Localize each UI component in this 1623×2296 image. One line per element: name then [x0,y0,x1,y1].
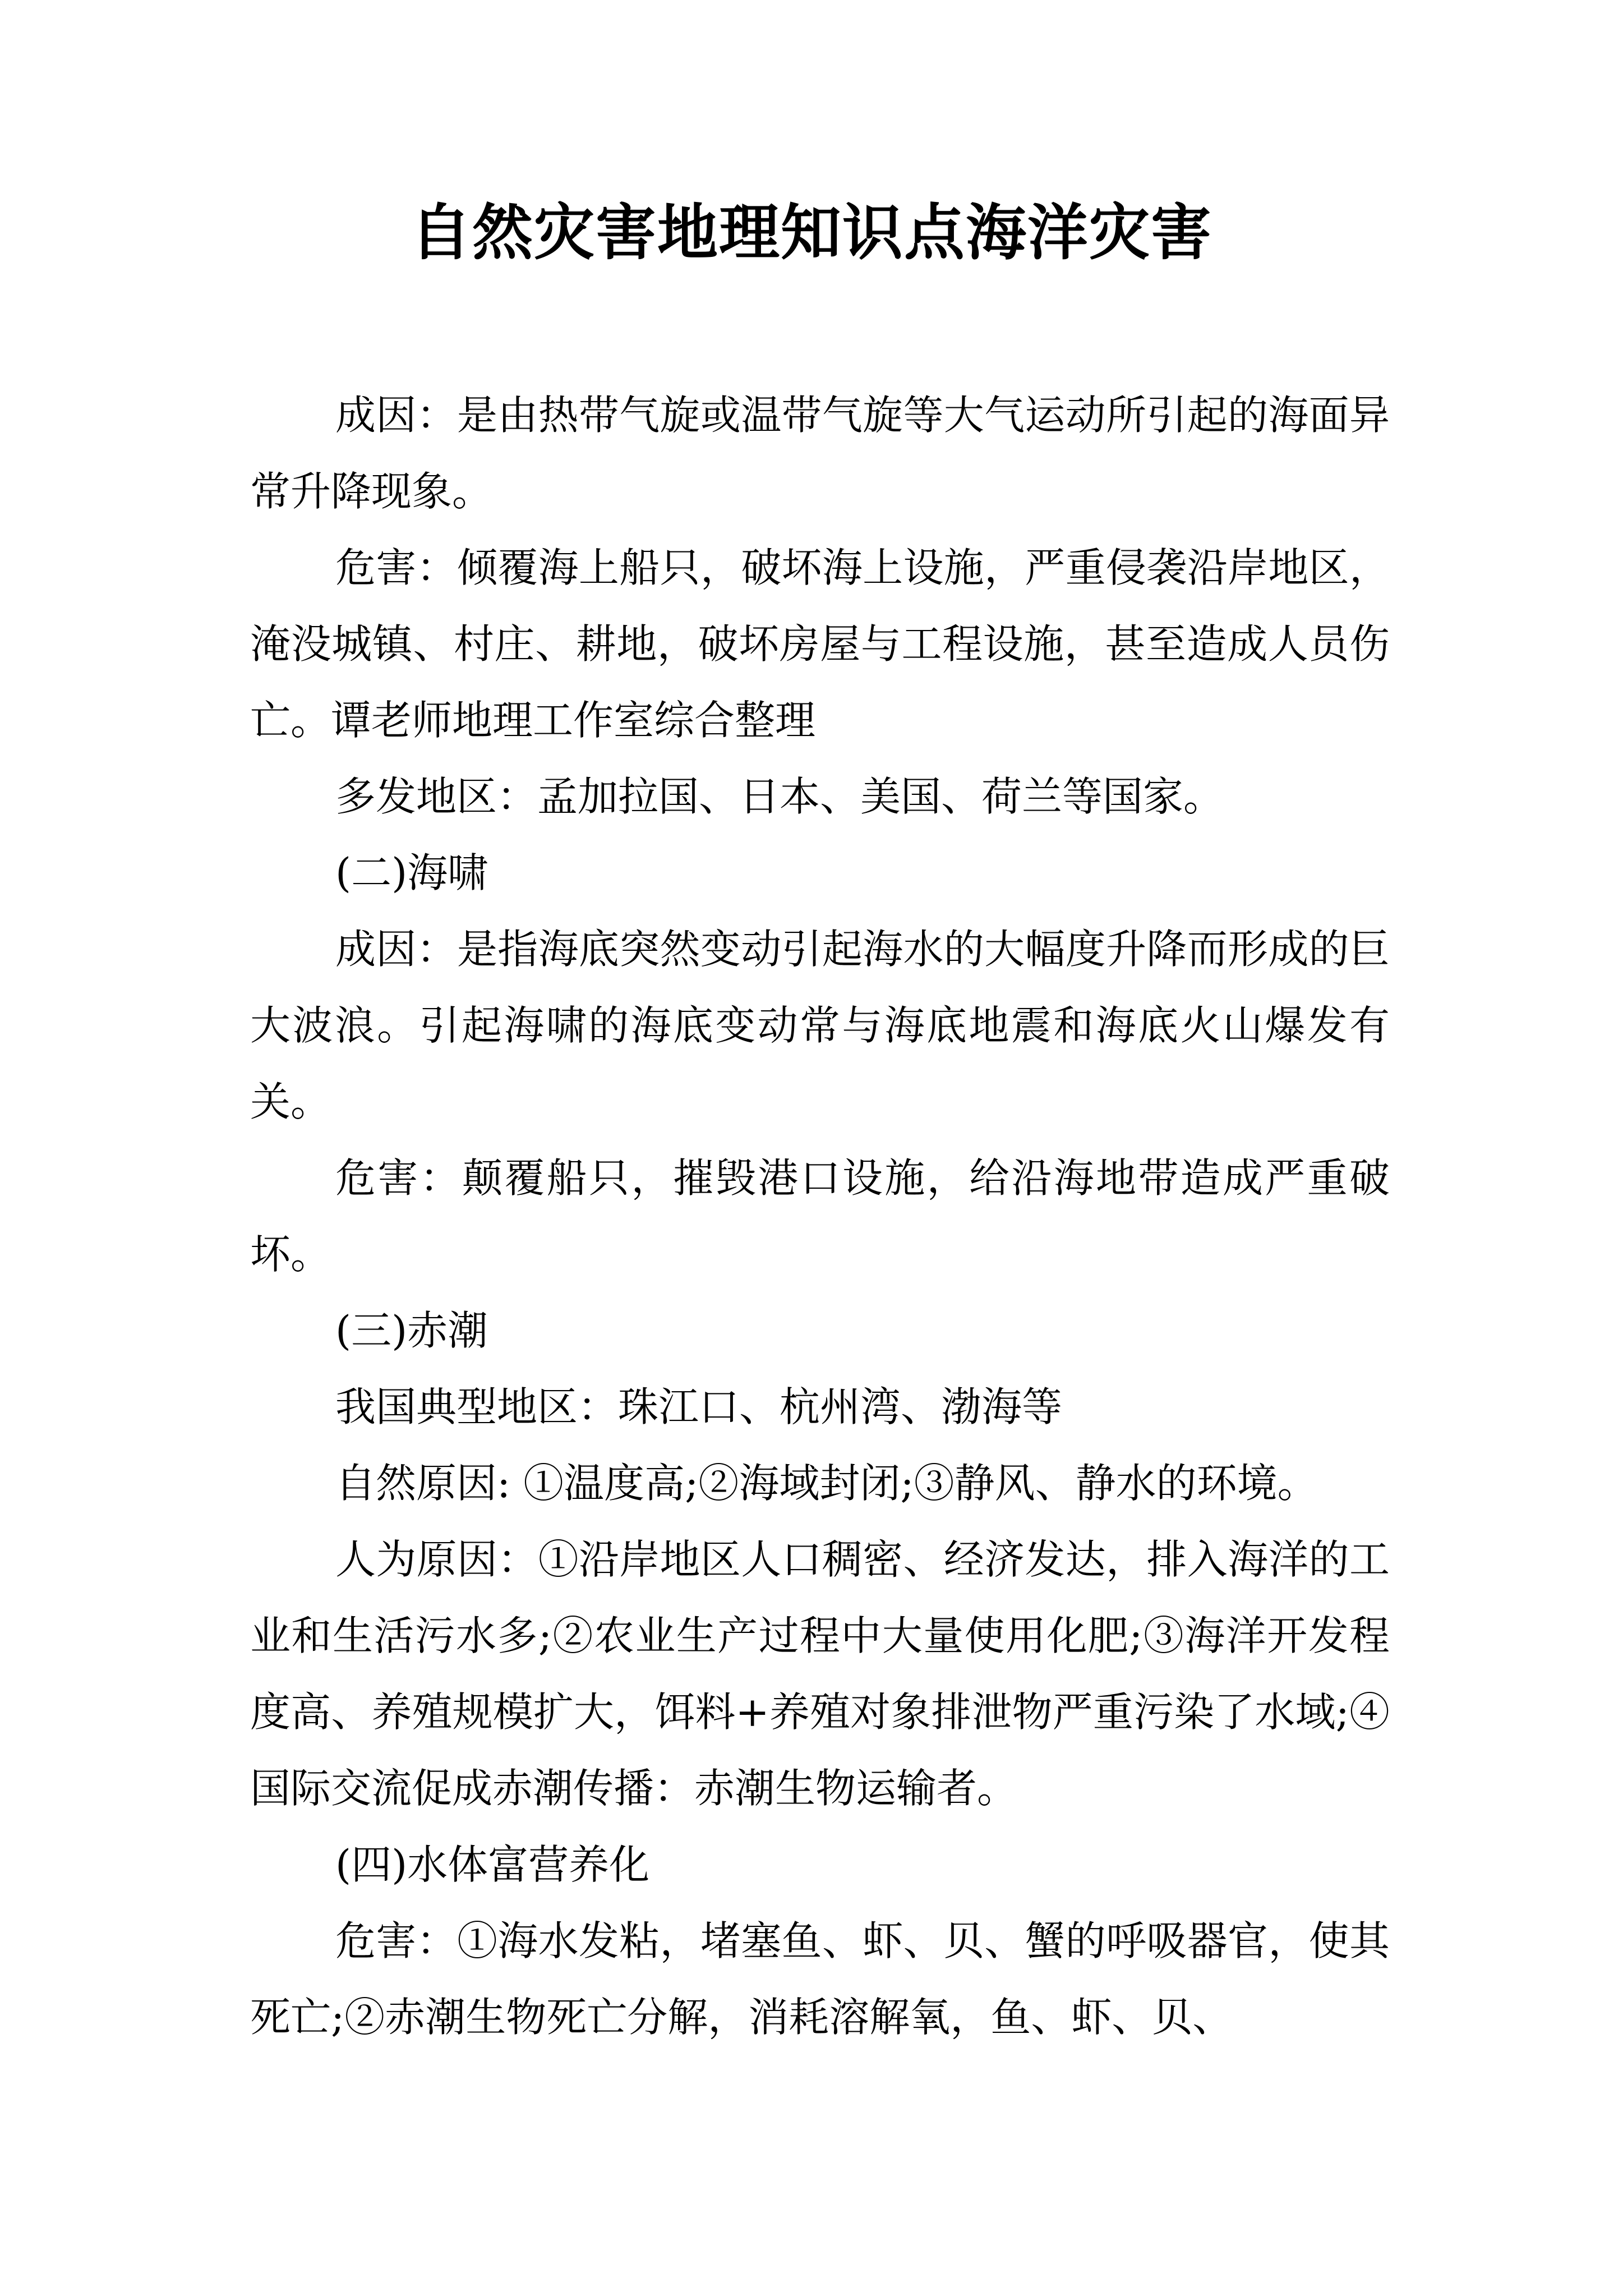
paragraph-red-tide-natural-causes: 自然原因: ①温度高;②海域封闭;③静风、静水的环境。 [335,1460,1318,1507]
paragraph-tsunami-harm: 危害：颠覆船只，摧毁港口设施，给沿海地带造成严重破坏。 [250,1154,1390,1278]
paragraph-storm-surge-cause: 成因：是由热带气旋或温带气旋等大气运动所引起的海面异常升降现象。 [250,392,1390,515]
paragraph-red-tide-regions: 我国典型地区：珠江口、杭州湾、渤海等 [335,1383,1063,1430]
section-heading-red-tide: (三)赤潮 [335,1307,488,1354]
section-heading-eutrophication: (四)水体富营养化 [335,1841,650,1888]
paragraph-tsunami-cause: 成因：是指海底突然变动引起海水的大幅度升降而形成的巨大波浪。引起海啸的海底变动常与海底地震和海底火山爆发有关。 [250,926,1390,1125]
document-body [250,377,1390,2055]
paragraph-storm-surge-regions: 多发地区：孟加拉国、日本、美国、荷兰等国家。 [335,773,1224,820]
paragraph-eutrophication-harm: 危害：①海水发粘，堵塞鱼、虾、贝、蟹的呼吸器官，使其死亡;②赤潮生物死亡分解，消耗溶解氧，鱼、虾、贝、 [250,1917,1390,2041]
document-title: 自然灾害地理知识点海洋灾害 [410,197,1212,268]
paragraph-red-tide-human-causes: 人为原因：①沿岸地区人口稠密、经济发达，排入海洋的工业和生活污水多;②农业生产过程中大量使用化肥;③海洋开发程度高、养殖规模扩大，饵料+养殖对象排泄物严重污染了水域;④国际交流促成赤潮传播：赤潮生物运输者。 [250,1536,1390,1812]
section-heading-tsunami: (二)海啸 [335,849,488,896]
paragraph-storm-surge-harm: 危害：倾覆海上船只，破坏海上设施，严重侵袭沿岸地区，淹没城镇、村庄、耕地，破坏房屋与工程设施，甚至造成人员伤亡。谭老师地理工作室综合整理 [250,544,1390,744]
